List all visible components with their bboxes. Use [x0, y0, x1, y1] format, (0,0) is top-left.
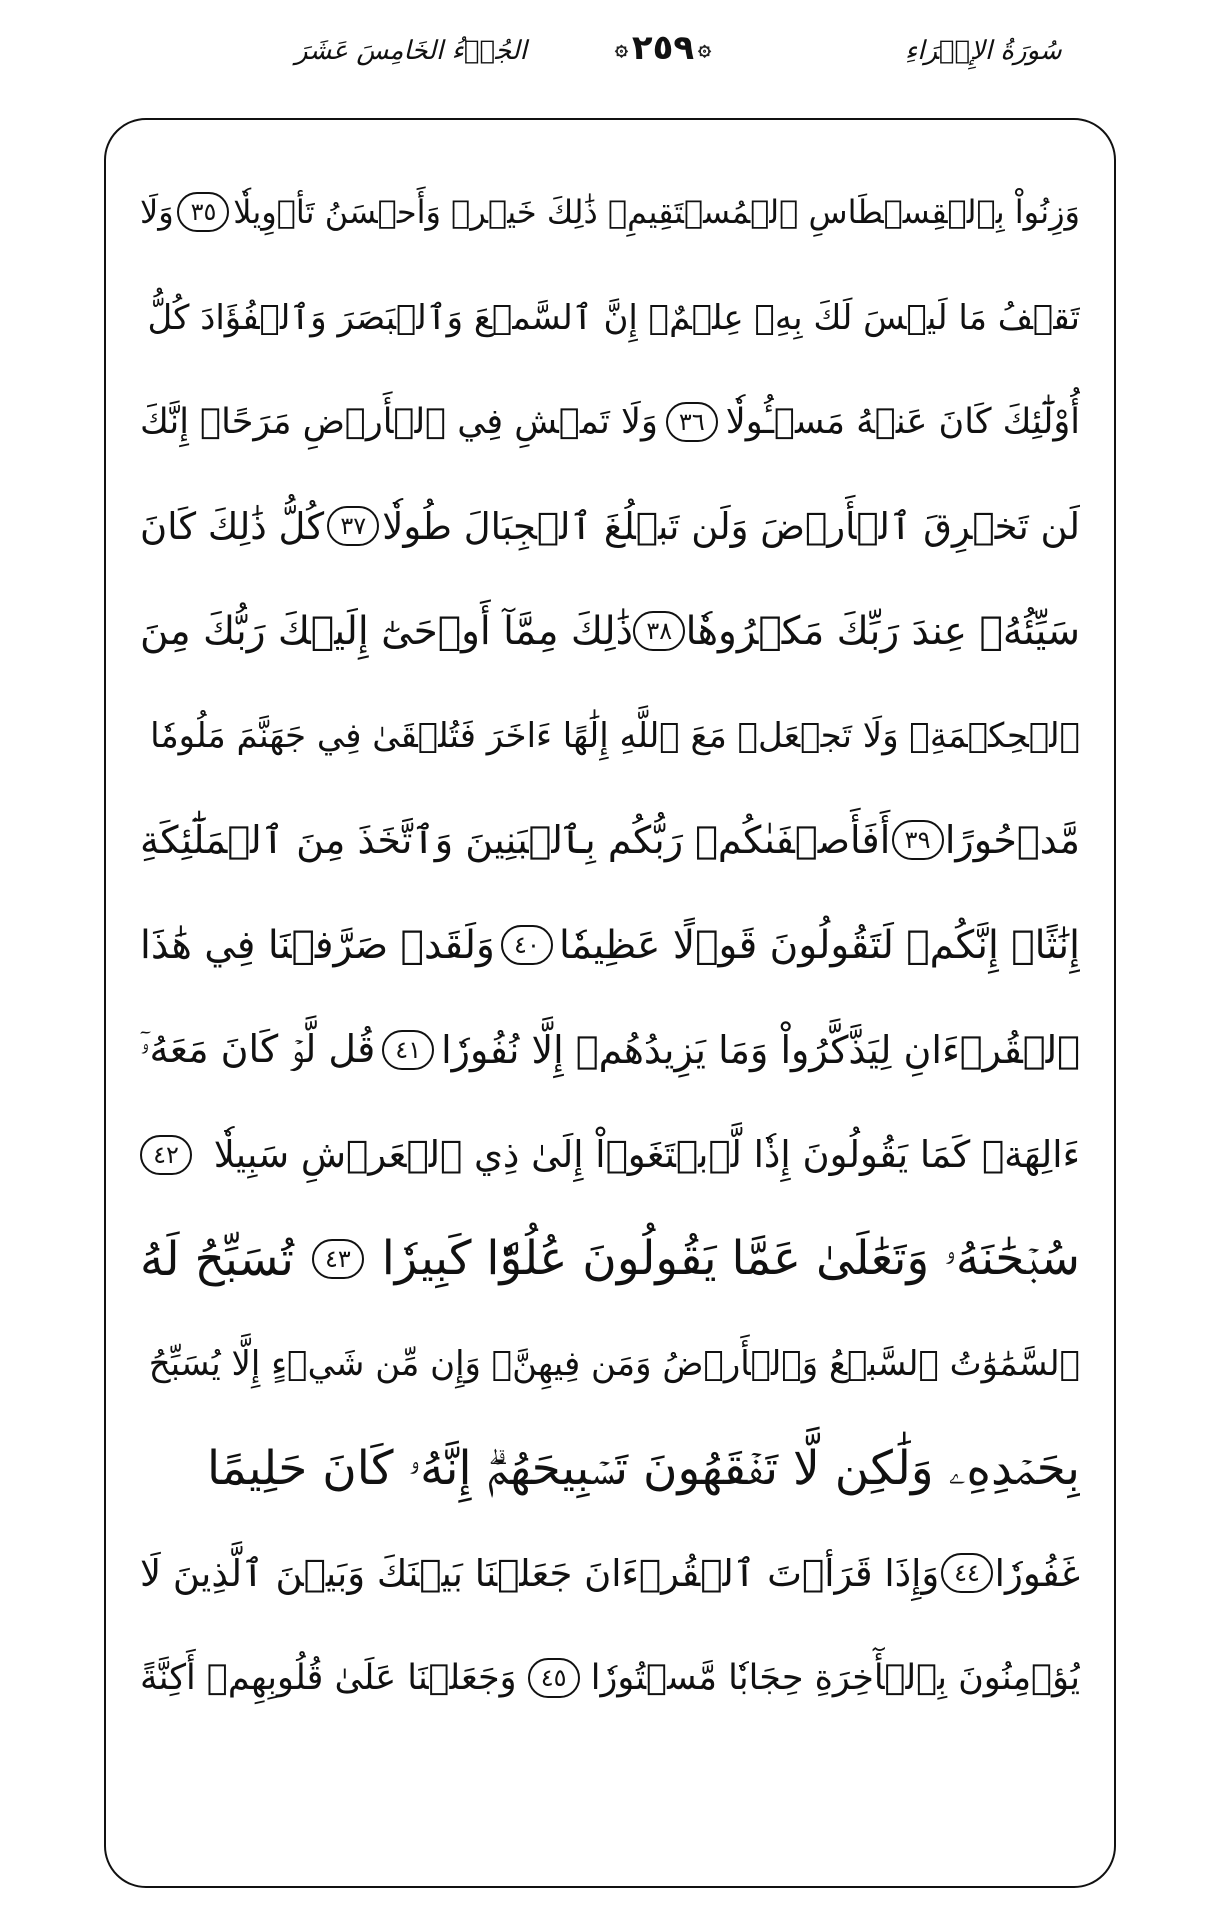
verse-text: بِحَمۡدِهِۦ وَلَٰكِن لَّا تَفۡقَهُونَ تَسۡبِيحَهُمۡۗ إِنَّهُۥ كَانَ حَلِيمًا — [207, 1440, 1080, 1496]
verse-text: مَّدۡحُورًا — [944, 818, 1080, 863]
juz-title: الجُزۡءُ الخَامِسَ عَشَرَ — [295, 36, 527, 66]
verse-line — [140, 265, 1080, 370]
verse-text: وَلَا تَمۡشِ فِي ٱلۡأَرۡضِ مَرَحًاۖ إِنَّكَ — [140, 401, 658, 442]
ayah-number-marker: ٤٠ — [501, 925, 553, 965]
ayah-number-marker: ٣٦ — [666, 402, 718, 442]
verse-text: أُوْلَٰٓئِكَ كَانَ عَنۡهُ مَسۡـُٔولٗا — [725, 401, 1080, 442]
verse-text: لَن تَخۡرِقَ ٱلۡأَرۡضَ وَلَن تَبۡلُغَ ٱلۡجِبَالَ طُولٗا — [382, 504, 1080, 548]
verse-line — [140, 1102, 1080, 1207]
verse-text: ٱلسَّمَٰوَٰتُ ٱلسَّبۡعُ وَٱلۡأَرۡضُ وَمَن فِيهِنَّۚ وَإِن مِّن شَيۡءٍ إِلَّا يُسَبِّحُ — [148, 1343, 1080, 1384]
quran-text-block — [140, 160, 1080, 1730]
ornament-icon: ۞ — [615, 35, 628, 61]
verse-line — [140, 788, 1080, 893]
verse-line — [140, 1207, 1080, 1312]
verse-line — [140, 683, 1080, 788]
page-header — [0, 22, 1214, 82]
ayah-number-marker: ٤٣ — [312, 1239, 364, 1279]
ayah-number-marker: ٤١ — [382, 1030, 434, 1070]
verse-text: وَإِذَا قَرَأۡتَ ٱلۡقُرۡءَانَ جَعَلۡنَا بَيۡنَكَ وَبَيۡنَ ٱلَّذِينَ لَا — [140, 1551, 940, 1595]
verse-line — [140, 579, 1080, 684]
ayah-number-marker: ٣٥ — [177, 192, 229, 232]
verse-text: تَقۡفُ مَا لَيۡسَ لَكَ بِهِۦ عِلۡمٌۚ إِنَّ ٱلسَّمۡعَ وَٱلۡبَصَرَ وَٱلۡفُؤَادَ كُلُّ — [147, 297, 1080, 338]
verse-line — [140, 1312, 1080, 1417]
ayah-number-marker: ٤٥ — [528, 1658, 580, 1698]
ayah-number-marker: ٤٤ — [941, 1553, 993, 1593]
verse-text: وَلَا — [140, 193, 174, 232]
verse-text: غَفُورٗا — [994, 1551, 1080, 1595]
verse-line — [140, 160, 1080, 265]
verse-text: وَجَعَلۡنَا عَلَىٰ قُلُوبِهِمۡ أَكِنَّةً — [140, 1657, 517, 1698]
verse-text: يُؤۡمِنُونَ بِٱلۡأٓخِرَةِ حِجَابٗا مَّسۡتُورٗا — [590, 1657, 1080, 1698]
verse-text: ٱلۡحِكۡمَةِۗ وَلَا تَجۡعَلۡ مَعَ ٱللَّهِ إِلَٰهًا ءَاخَرَ فَتُلۡقَىٰ فِي جَهَنَّمَ مَلُومٗا — [150, 715, 1080, 756]
verse-line — [140, 893, 1080, 998]
verse-text: ٱلۡقُرۡءَانِ لِيَذَّكَّرُواْ وَمَا يَزِيدُهُمۡ إِلَّا نُفُورٗا — [441, 1027, 1080, 1072]
verse-line — [140, 474, 1080, 579]
page-number: ٢٥٩ — [631, 28, 695, 68]
verse-line — [140, 998, 1080, 1103]
verse-text: ذَٰلِكَ مِمَّآ أَوۡحَىٰٓ إِلَيۡكَ رَبُّكَ مِنَ — [140, 608, 634, 654]
verse-text: سَيِّئُهُۥ عِندَ رَبِّكَ مَكۡرُوهٗا — [685, 608, 1080, 654]
verse-line — [140, 1626, 1080, 1731]
verse-text: أَفَأَصۡفَىٰكُمۡ رَبُّكُم بِٱلۡبَنِينَ وَٱتَّخَذَ مِنَ ٱلۡمَلَٰٓئِكَةِ — [140, 818, 891, 863]
ayah-number-marker: ٣٧ — [327, 506, 379, 546]
surah-title: سُورَةُ الإِسۡرَاءِ — [905, 36, 1062, 66]
ayah-number-marker: ٤٢ — [140, 1135, 192, 1175]
verse-line — [140, 1416, 1080, 1521]
verse-line — [140, 1521, 1080, 1626]
verse-line — [140, 369, 1080, 474]
ayah-number-marker: ٣٩ — [892, 820, 944, 860]
verse-text: قُل لَّوۡ كَانَ مَعَهُۥٓ — [140, 1027, 376, 1072]
verse-text: كُلُّ ذَٰلِكَ كَانَ — [140, 504, 325, 548]
ayah-number-marker: ٣٨ — [633, 611, 685, 651]
verse-text: ءَالِهَةٞ كَمَا يَقُولُونَ إِذٗا لَّٱبۡتَغَوۡاْ إِلَىٰ ذِي ٱلۡعَرۡشِ سَبِيلٗا — [213, 1133, 1080, 1177]
page-number-badge — [615, 28, 711, 68]
verse-text: وَلَقَدۡ صَرَّفۡنَا فِي هَٰذَا — [140, 922, 495, 968]
verse-text: إِنَٰثًاۚ إِنَّكُمۡ لَتَقُولُونَ قَوۡلًا عَظِيمٗا — [558, 922, 1080, 968]
ornament-icon: ۞ — [698, 35, 712, 61]
verse-text: سُبۡحَٰنَهُۥ وَتَعَٰلَىٰ عَمَّا يَقُولُونَ عُلُوّٗا كَبِيرٗا — [381, 1231, 1080, 1287]
verse-text: وَزِنُواْ بِٱلۡقِسۡطَاسِ ٱلۡمُسۡتَقِيمِۚ ذَٰلِكَ خَيۡرٞ وَأَحۡسَنُ تَأۡوِيلٗا — [233, 193, 1080, 232]
verse-text: تُسَبِّحُ لَهُ — [140, 1231, 294, 1287]
